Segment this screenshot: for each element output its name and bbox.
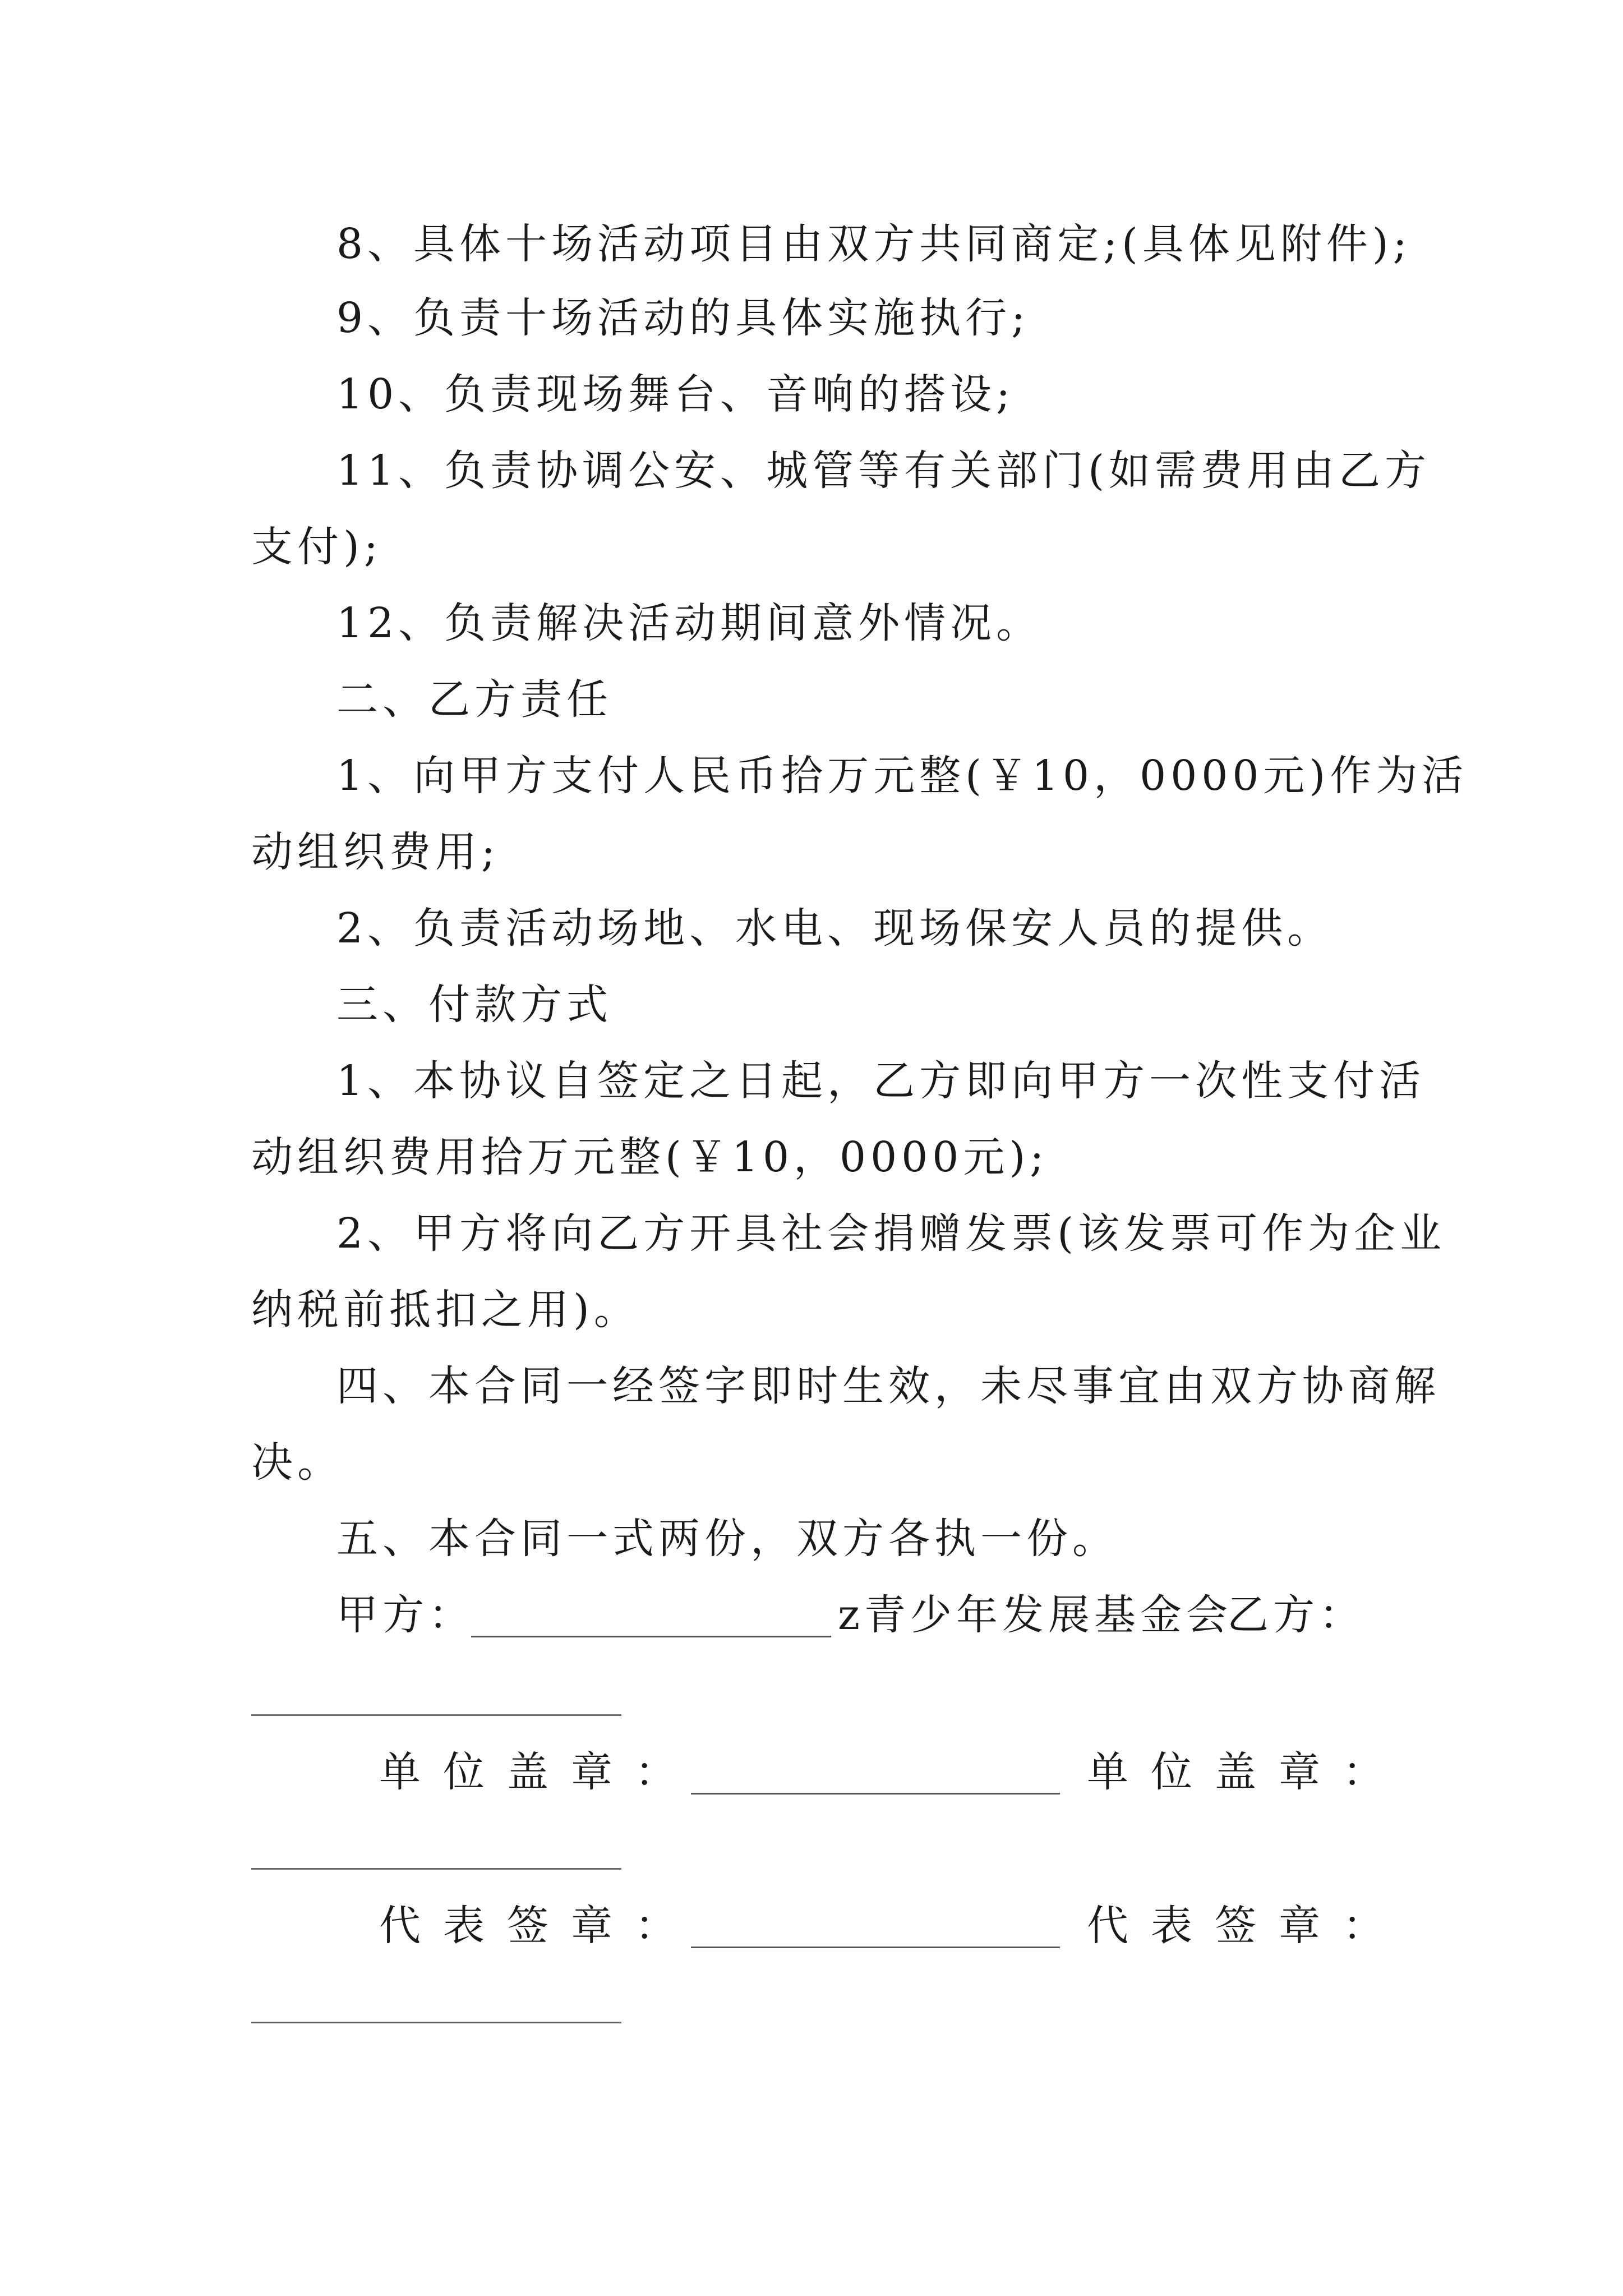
section-3-item-2: 2、甲方将向乙方开具社会捐赠发票(该发票可作为企业: [336, 1209, 1446, 1258]
seal-b-blank: [251, 1868, 621, 1870]
party-a-blank: [471, 1636, 831, 1637]
clause-10: 10、负责现场舞台、音响的搭设;: [336, 370, 1015, 418]
rep-b-blank: [251, 2022, 621, 2023]
section-2-heading: 二、乙方责任: [336, 675, 612, 724]
seal-a-blank: [691, 1793, 1060, 1795]
clause-11: 11、负责协调公安、城管等有关部门(如需费用由乙方: [336, 447, 1431, 495]
seal-a-label: 单位盖章：: [379, 1748, 699, 1796]
clause-8: 8、具体十场活动项目由双方共同商定;(具体见附件);: [336, 220, 1412, 268]
party-a-name: z青少年发展基金会: [838, 1591, 1232, 1639]
section-4-cont: 决。: [251, 1438, 343, 1487]
section-3-item-1: 1、本协议自签定之日起，乙方即向甲方一次性支付活: [336, 1057, 1426, 1105]
section-2-item-2: 2、负责活动场地、水电、现场保安人员的提供。: [336, 904, 1334, 953]
section-3-item-1-cont: 动组织费用拾万元整(￥10，0000元);: [251, 1133, 1049, 1181]
rep-b-label: 代表签章：: [1087, 1902, 1407, 1950]
section-3-item-2-cont: 纳税前抵扣之用)。: [251, 1286, 640, 1334]
party-a-label: 甲方：: [336, 1591, 474, 1639]
rep-a-blank: [691, 1947, 1060, 1948]
seal-b-label: 单位盖章：: [1087, 1748, 1407, 1796]
section-4: 四、本合同一经签字即时生效，未尽事宜由双方协商解: [336, 1362, 1440, 1410]
section-2-item-1: 1、向甲方支付人民币拾万元整(￥10，0000元)作为活: [336, 752, 1468, 800]
clause-12: 12、负责解决活动期间意外情况。: [336, 599, 1043, 647]
party-b-label: 乙方：: [1227, 1591, 1365, 1639]
clause-11-cont: 支付);: [251, 523, 382, 571]
rep-a-label: 代表签章：: [379, 1902, 699, 1950]
section-5: 五、本合同一式两份，双方各执一份。: [336, 1515, 1118, 1563]
clause-9: 9、负责十场活动的具体实施执行;: [336, 294, 1030, 342]
section-2-item-1-cont: 动组织费用;: [251, 828, 500, 876]
section-3-heading: 三、付款方式: [336, 981, 612, 1029]
party-b-blank: [251, 1714, 621, 1716]
